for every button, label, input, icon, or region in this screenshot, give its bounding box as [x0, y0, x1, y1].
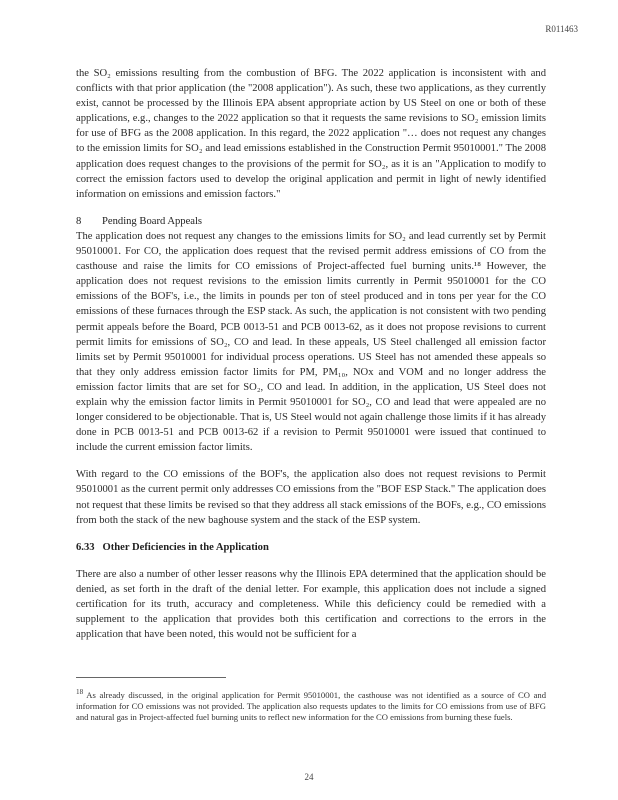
document-id: R011463	[545, 24, 578, 34]
footnote-text: As already discussed, in the original application for Permit 95010001, the casthouse was not identified as a source of CO and information for CO emissions was not provided. The application also requests updates to the limits for CO emissions from use of BFG and natural gas in Project-affected fuel burning units to reflect new information for the CO emissions from burning these fuels.	[76, 689, 546, 723]
paragraph: There are also a number of other lesser reasons why the Illinois EPA determined that the application should be denied, as set forth in the draft of the denial letter. For example, this application does not include a signed certification for its truth, accuracy and completeness. While this deficiency could be remedied with a supplement to the application that provides both this certification and corrections to the errors in the application that have been noted, this would not be sufficient for a	[76, 568, 546, 641]
paragraph: the SO₂ emissions resulting from the combustion of BFG. The 2022 application is inconsistent with and conflicts with that prior application (the "2008 application"). As such, these two applications, as they currently exist, cannot be processed by the Illinois EPA absent appropriate action by US Steel on one or both of these applications, e.g., changes to the 2022 application so that it requests the same revisions to SO₂ emission limits for use of BFG as the 2008 application. In this regard, the 2022 application "… does not request any changes to the emission limits for SO₂ and lead emissions established in the Construction Permit 95010001." The 2008 application does request changes to the provisions of the permit for SO₂, as it is an "Application to modify to correct the emission factors used to develop the original application and permit in light of newly identified information on emissions and emission factors."	[76, 68, 546, 200]
section-title: Pending Board Appeals	[102, 215, 203, 227]
subsection-number: 6.33	[76, 541, 95, 553]
subsection-heading	[76, 540, 546, 555]
footnote-divider	[76, 677, 226, 678]
page-number: 24	[304, 772, 314, 782]
section-number: 8	[76, 215, 82, 227]
footnote-number: 18	[76, 688, 84, 696]
paragraph: The application does not request any changes to the emissions limits for SO₂ and lead currently set by Permit 95010001. For CO, the application does request that the revised permit address emissions of CO from the casthouse and raise the limits for CO emissions of Project-affected fuel burning units.¹⁸ However, the application does not request revisions to the emission limits currently in Permit 95010001 for the CO emissions of the BOF's, i.e., the limits in pounds per ton of steel produced and in tons per year for the CO emissions of these furnaces through the ESP stack. As such, the application is not consistent with two pending permit appeals before the Board, PCB 0013-51 and PCB 0013-62, as it does not propose revisions to current permit limits for emissions of SO₂, CO and lead. In these appeals, US Steel challenged all emission factor limits set by Permit 95010001 for individual process operations. US Steel has not amended these appeals so that they only address emission factor limits for PM, PM₁₀, NOx and VOM and no longer address the emission factor limits that are set for SO₂, CO and lead. In addition, in the application, US Steel does not explain why the emission factor limits in Permit 95010001 for SO₂, CO and lead that were appealed are no longer considered to be objectionable. That is, US Steel would not again challenge those limits if it has already done in PCB 0013-51 and PCB 0013-62 if a revision to Permit 95010001 were issued that continued to include the current emission factor limits.	[76, 230, 546, 454]
document-body	[76, 66, 546, 642]
paragraph: With regard to the CO emissions of the BOF's, the application also does not request revisions to Permit 95010001 as the current permit only addresses CO emissions from the "BOF ESP Stack." The application does not request that these limits be revised so that they address all stack emissions of the BOFs, e.g., CO emissions from both the stack of the new baghouse system and the stack of the ESP system.	[76, 469, 546, 526]
footnote	[76, 687, 546, 723]
subsection-title: Other Deficiencies in the Application	[102, 541, 269, 553]
section-heading	[76, 214, 546, 229]
